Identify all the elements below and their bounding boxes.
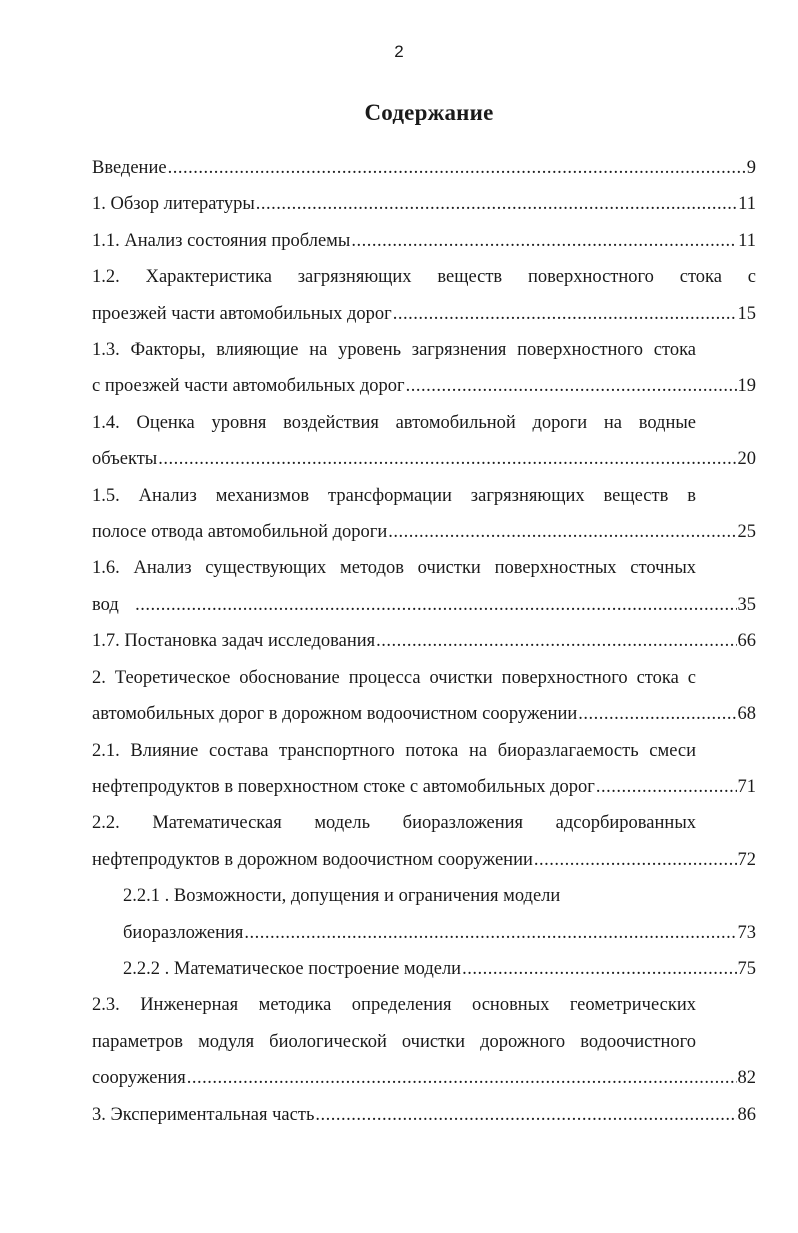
toc-entry (92, 259, 756, 332)
toc-page-number: 86 (737, 1104, 756, 1125)
dot-leader (168, 150, 746, 186)
toc-entry-line (92, 296, 756, 332)
dot-leader (596, 769, 737, 805)
toc-entry-line (92, 514, 756, 550)
toc-entry (92, 550, 756, 623)
toc-entry (92, 1097, 756, 1133)
toc-entry-title-cont: нефтепродуктов в поверхностном стоке с автомобильных дорог (92, 776, 595, 797)
dot-leader (376, 623, 736, 659)
toc-entry-line (92, 623, 756, 659)
toc-entry-line (92, 587, 756, 623)
dot-leader (158, 441, 736, 477)
toc-entry (92, 878, 756, 951)
toc-entry (92, 405, 756, 478)
toc-entry-title: 1.7. Постановка задач исследования (92, 631, 376, 652)
toc-entry-title-cont: автомобильных дорог в дорожном водоочистном сооружении (92, 704, 578, 725)
toc-page-number: 20 (737, 449, 756, 470)
dot-leader (393, 296, 737, 332)
toc-entry-title-cont: полосе отвода автомобильной дороги (92, 522, 388, 543)
toc-entry-title: 3. Экспериментальная часть (92, 1104, 315, 1125)
toc-entry-title: 2. Теоретическое обоснование процесса очистки поверхностного стока с (92, 667, 696, 688)
toc-entry-line (92, 769, 756, 805)
toc-entry-line (92, 1060, 756, 1096)
toc-page-number: 35 (737, 594, 756, 615)
toc-entry-line (92, 441, 756, 477)
toc-entry-title: 1. Обзор литературы (92, 194, 255, 215)
toc-entry-title: 2.2.1 . Возможности, допущения и ограничения модели (123, 886, 561, 907)
toc-entry-title-cont: вод (92, 594, 119, 615)
toc-entry (92, 150, 756, 186)
toc-entry-title: 1.5. Анализ механизмов трансформации загрязняющих веществ в (92, 485, 696, 506)
toc-page-number: 68 (737, 704, 756, 725)
toc-entry-line (92, 150, 756, 186)
toc-entry-title: 1.4. Оценка уровня воздействия автомобильной дороги на водные (92, 412, 696, 433)
toc-entry-line (92, 696, 756, 732)
toc-page-number: 82 (737, 1068, 756, 1089)
dot-leader (244, 915, 736, 951)
toc-entry-title-cont: биоразложения (123, 922, 244, 943)
toc-page-number: 11 (738, 230, 756, 251)
dot-leader (406, 368, 737, 404)
toc-entry-title: Введение (92, 158, 167, 178)
toc-page-number: 72 (737, 849, 756, 870)
toc-entry-title: 2.3. Инженерная методика определения основных геометрических (92, 995, 696, 1016)
toc-entry-line (92, 368, 756, 404)
toc-entry-title: 2.1. Влияние состава транспортного потока на биоразлагаемость смеси (92, 740, 696, 761)
dot-leader (388, 514, 736, 550)
page-number: 2 (394, 42, 404, 61)
toc-entry (92, 623, 756, 659)
toc-entry (92, 733, 756, 806)
dot-leader (187, 1060, 737, 1096)
dot-leader (315, 1097, 736, 1133)
toc-entry-title-line (123, 878, 756, 914)
toc-page-number: 75 (737, 958, 756, 979)
toc-title: Содержание (364, 100, 494, 125)
toc-page-number: 73 (737, 922, 756, 943)
toc-entry-line (92, 1097, 756, 1133)
toc-entry-title-cont: нефтепродуктов в дорожном водоочистном сооружении (92, 849, 533, 870)
toc-page-number: 11 (738, 194, 756, 215)
toc-entry-line (92, 842, 756, 878)
toc-entry (92, 951, 756, 987)
toc-entry-title-cont: сооружения (92, 1068, 186, 1089)
toc-page-number: 19 (737, 376, 756, 397)
toc-entry (92, 478, 756, 551)
toc-entry-title-cont: проезжей части автомобильных дорог (92, 303, 392, 324)
toc-entry-title-cont: с проезжей части автомобильных дорог (92, 376, 405, 397)
dot-leader (462, 951, 736, 987)
toc-page-number: 9 (746, 158, 756, 178)
toc-page-number: 66 (737, 631, 756, 652)
toc-entry-title: 1.1. Анализ состояния проблемы (92, 230, 351, 251)
toc-entry-line (123, 915, 756, 951)
table-of-contents (92, 150, 756, 1133)
toc-entry-title: 2.2.2 . Математическое построение модели (123, 958, 462, 979)
toc-entry-title: 1.3. Факторы, влияющие на уровень загрязнения поверхностного стока (92, 340, 696, 361)
toc-entry (92, 987, 756, 1096)
dot-leader (135, 587, 736, 623)
toc-entry-title: 2.2. Математическая модель биоразложения адсорбированных (92, 813, 696, 834)
dot-leader (578, 696, 736, 732)
toc-entry-title-cont: параметров модуля биологической очистки дорожного водоочистного (92, 1031, 696, 1052)
toc-page-number: 15 (737, 303, 756, 324)
toc-entry-title: 1.6. Анализ существующих методов очистки поверхностных сточных (92, 558, 696, 579)
dot-leader (534, 842, 737, 878)
toc-entry (92, 805, 756, 878)
toc-entry-line (92, 223, 756, 259)
dot-leader (351, 223, 737, 259)
toc-entry (92, 660, 756, 733)
toc-entry-line (123, 951, 756, 987)
toc-entry-title: 1.2. Характеристика загрязняющих веществ поверхностного стока с (92, 267, 756, 288)
toc-entry (92, 332, 756, 405)
toc-page-number: 71 (737, 776, 756, 797)
toc-entry (92, 186, 756, 222)
toc-entry-title-cont: объекты (92, 449, 158, 470)
toc-entry-line (92, 186, 756, 222)
toc-entry (92, 223, 756, 259)
dot-leader (256, 186, 737, 222)
toc-page-number: 25 (737, 522, 756, 543)
